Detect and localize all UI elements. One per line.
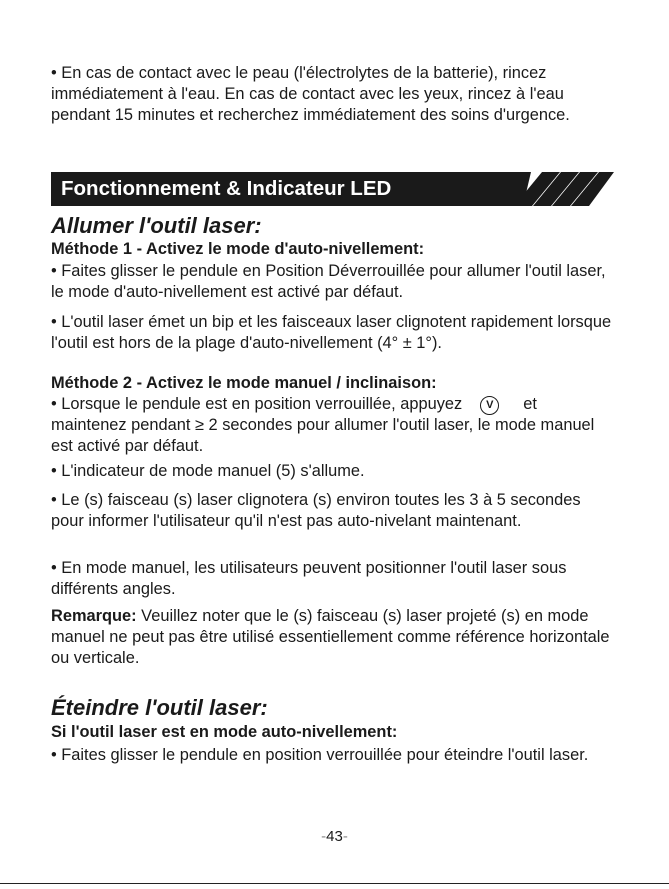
method2-bullet-1-start: • Lorsque le pendule est en position verrouillée, appuyez [51, 395, 463, 413]
page-number: -43- [321, 828, 348, 845]
section-title-off: Éteindre l'outil laser: [51, 695, 268, 720]
banner-title: Fonctionnement & Indicateur LED [61, 177, 392, 200]
note-label: Remarque: [51, 607, 137, 625]
intro-safety-bullet: • En cas de contact avec le peau (l'électrolytes de la batterie), rincez immédiatement à l'eau. En cas de contact avec les yeux, rincez à l'eau pendant 15 minutes et recherchez immédiatement des soins d'urgence. [51, 64, 570, 124]
method1-bullet-1: • Faites glisser le pendule en Position Déverrouillée pour allumer l'outil laser, le mode d'auto-nivellement est activé par défaut. [51, 262, 606, 301]
note-paragraph [51, 606, 617, 669]
off-heading: Si l'outil laser est en mode auto-nivellement: [51, 723, 398, 741]
v-button-icon: V [480, 396, 499, 415]
method2-bullet-1-mid: et [523, 395, 537, 413]
off-bullet-1: • Faites glisser le pendule en position verrouillée pour éteindre l'outil laser. [51, 746, 589, 764]
method2-bullet-4: • En mode manuel, les utilisateurs peuvent positionner l'outil laser sous différents angles. [51, 559, 567, 598]
method2-bullet-2: • L'indicateur de mode manuel (5) s'allume. [51, 462, 365, 480]
section-banner [51, 172, 614, 206]
section-title-on: Allumer l'outil laser: [51, 213, 262, 238]
method2-bullet-3: • Le (s) faisceau (s) laser clignotera (s) environ toutes les 3 à 5 secondes pour informer l'utilisateur qu'il n'est pas auto-nivelant maintenant. [51, 491, 581, 530]
page-number-value: 43 [326, 828, 343, 845]
method1-heading: Méthode 1 - Activez le mode d'auto-nivellement: [51, 240, 425, 258]
method1-bullet-2: • L'outil laser émet un bip et les faisceaux laser clignotent rapidement lorsque l'outil est hors de la plage d'auto-nivellement (4° ± 1°). [51, 313, 612, 352]
bottom-rule [0, 883, 669, 884]
method2-bullet-1 [51, 394, 617, 457]
note-text: Veuillez noter que le (s) faisceau (s) laser projeté (s) en mode manuel ne peut pas être utilisé essentiellement comme référence horizontale ou verticale. [51, 607, 610, 667]
method2-bullet-1-end: maintenez pendant ≥ 2 secondes pour allumer l'outil laser, le mode manuel est activé par défaut. [51, 416, 595, 455]
method2-heading: Méthode 2 - Activez le mode manuel / inclinaison: [51, 374, 437, 392]
